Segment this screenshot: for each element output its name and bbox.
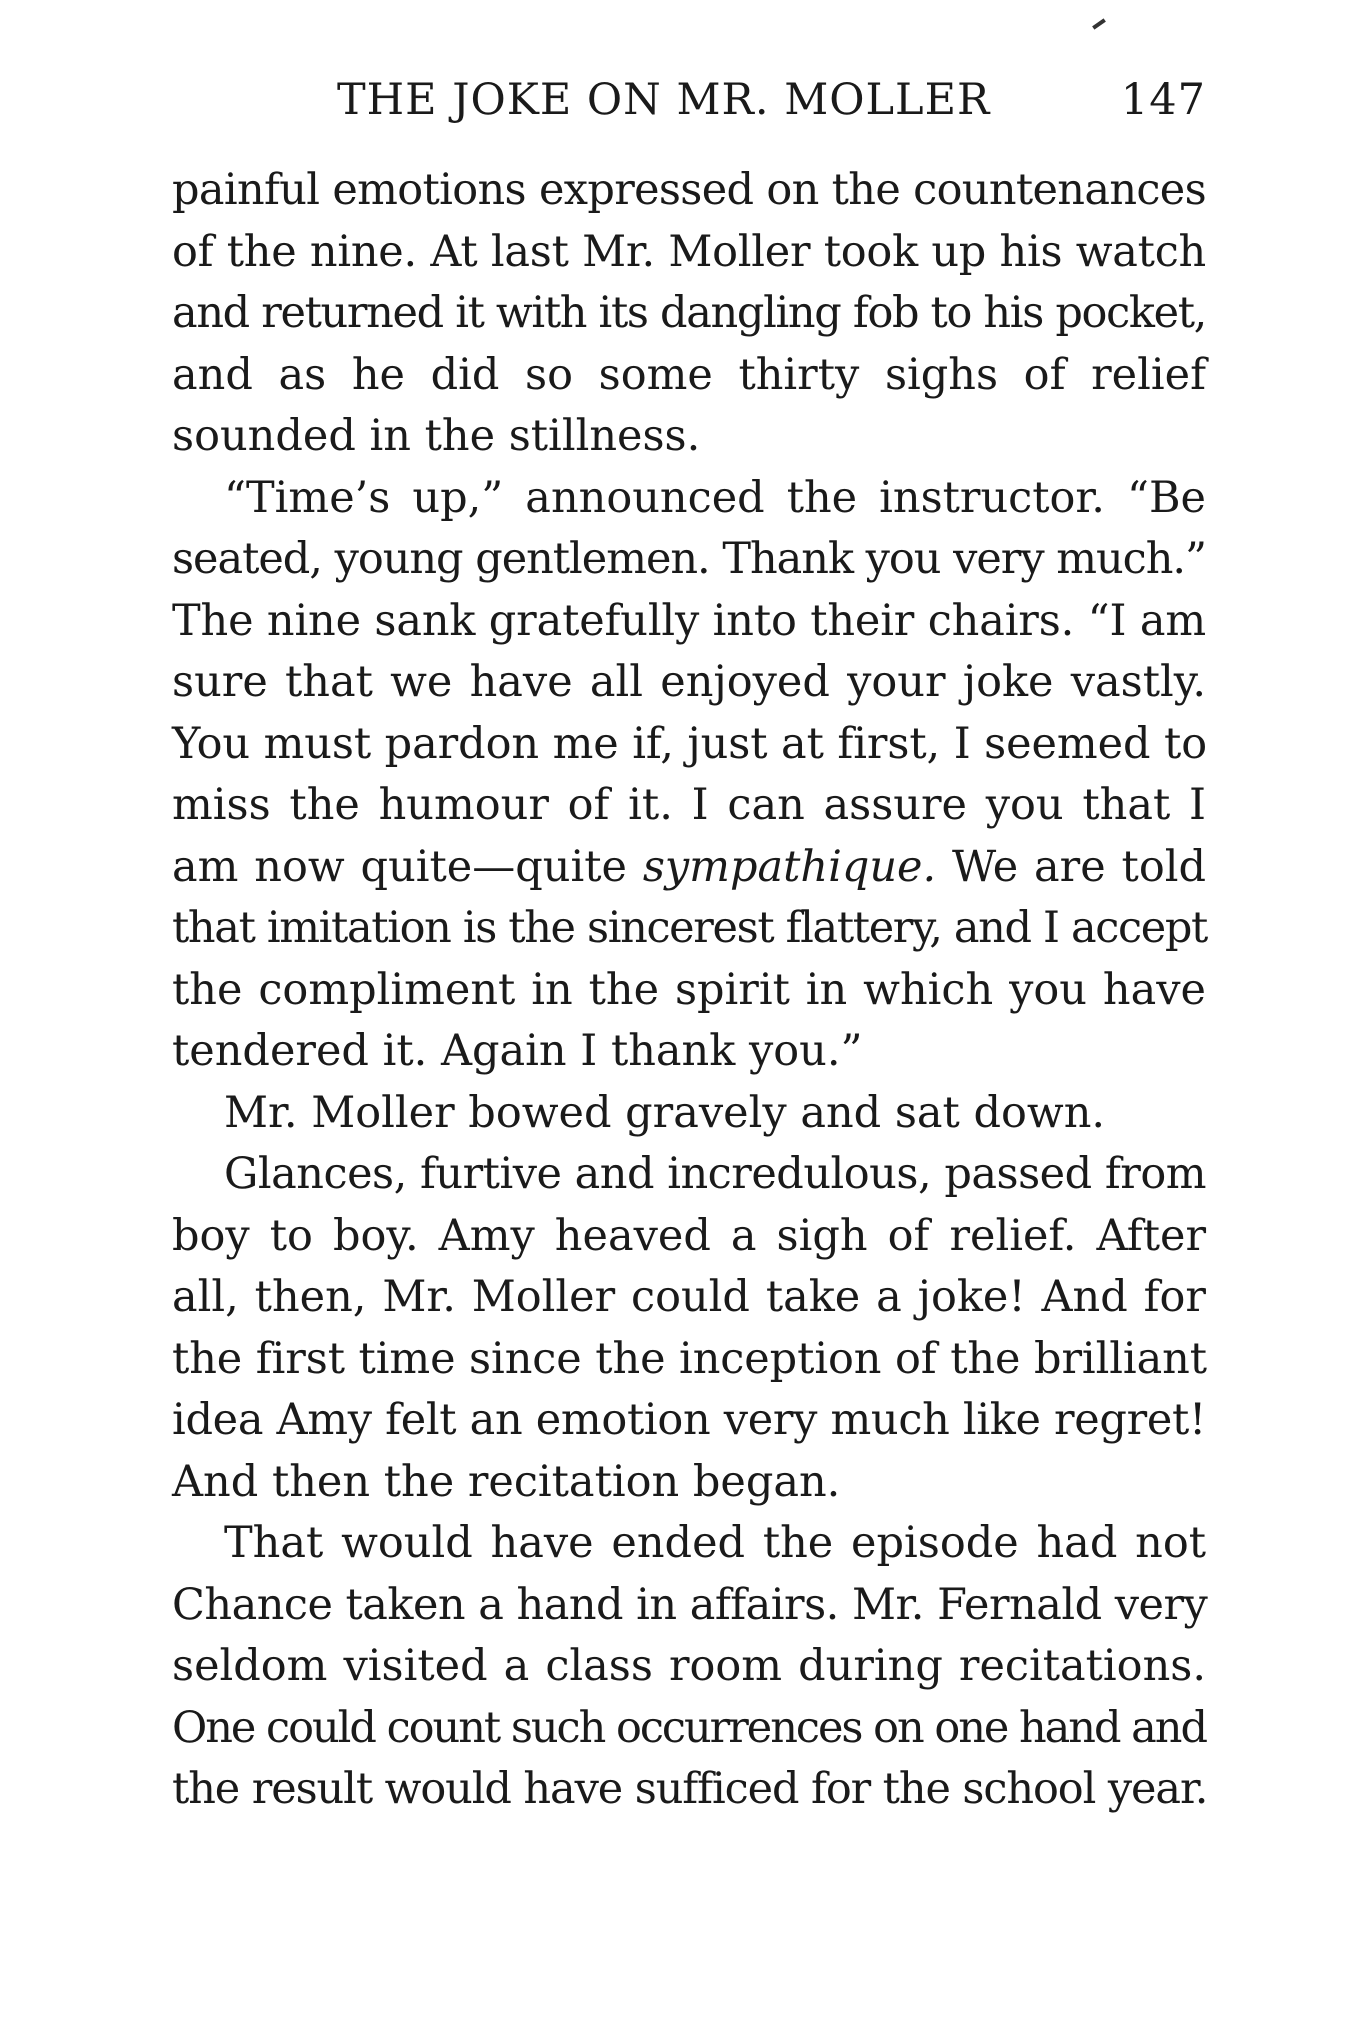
text-run: am now quite—quite: [172, 841, 643, 892]
paragraph-1: [172, 160, 1206, 468]
book-page: [172, 70, 1206, 1821]
paragraph-4: [172, 1144, 1206, 1513]
text-line: “Time’s up,” announced the instructor. “Be: [224, 472, 1206, 523]
page-number: 147: [1120, 75, 1206, 125]
text-line: that imitation is the sincerest flattery, and I accept: [172, 903, 1207, 953]
text-line: miss the humour of it. I can assure you that I: [172, 780, 1206, 830]
text-line: Glances, furtive and incredulous, passed from: [224, 1149, 1207, 1199]
text-line: boy to boy. Amy heaved a sigh of relief. After: [172, 1210, 1206, 1261]
text-line: One could count such occurrences on one hand and: [172, 1702, 1206, 1753]
text-line: You must pardon me if, just at first, I seemed to: [172, 718, 1208, 769]
paragraph-5: [172, 1513, 1206, 1821]
text-line: Mr. Moller bowed gravely and sat down.: [224, 1087, 1106, 1138]
text-line: That would have ended the episode had not: [224, 1518, 1206, 1568]
text-line-with-italic: [172, 837, 1206, 899]
body-text: [172, 160, 1206, 1821]
text-line: the compliment in the spirit in which you have: [172, 964, 1206, 1015]
text-line: idea Amy felt an emotion very much like regret!: [172, 1395, 1206, 1445]
text-line: seldom visited a class room during recitations.: [172, 1641, 1206, 1691]
italic-word: sympathique.: [642, 841, 937, 892]
text-line: painful emotions expressed on the countenances: [172, 165, 1206, 215]
text-run: We are told: [936, 841, 1207, 892]
text-line: the first time since the inception of the brilliant: [172, 1333, 1207, 1384]
text-line: Chance taken a hand in affairs. Mr. Fernald very: [172, 1579, 1208, 1630]
running-head: [172, 70, 1206, 130]
text-line: the result would have sufficed for the school year.: [172, 1764, 1208, 1814]
text-line: all, then, Mr. Moller could take a joke! And for: [172, 1272, 1206, 1322]
text-line: And then the recitation began.: [172, 1456, 841, 1507]
paragraph-2: [172, 468, 1206, 1083]
text-line: sure that we have all enjoyed your joke vastly.: [172, 657, 1206, 707]
paragraph-3: [172, 1083, 1206, 1145]
text-line: and returned it with its dangling fob to his pocket,: [172, 288, 1207, 338]
stray-ink-mark: [1092, 18, 1106, 29]
text-line: seated, young gentlemen. Thank you very much.”: [172, 534, 1207, 584]
text-line: tendered it. Again I thank you.”: [172, 1026, 863, 1076]
text-line: and as he did so some thirty sighs of relief: [172, 349, 1206, 400]
running-title: THE JOKE ON MR. MOLLER: [337, 75, 991, 125]
text-line: sounded in the stillness.: [172, 411, 701, 461]
text-line: of the nine. At last Mr. Moller took up his watch: [172, 226, 1207, 277]
text-line: The nine sank gratefully into their chairs. “I am: [172, 595, 1206, 646]
